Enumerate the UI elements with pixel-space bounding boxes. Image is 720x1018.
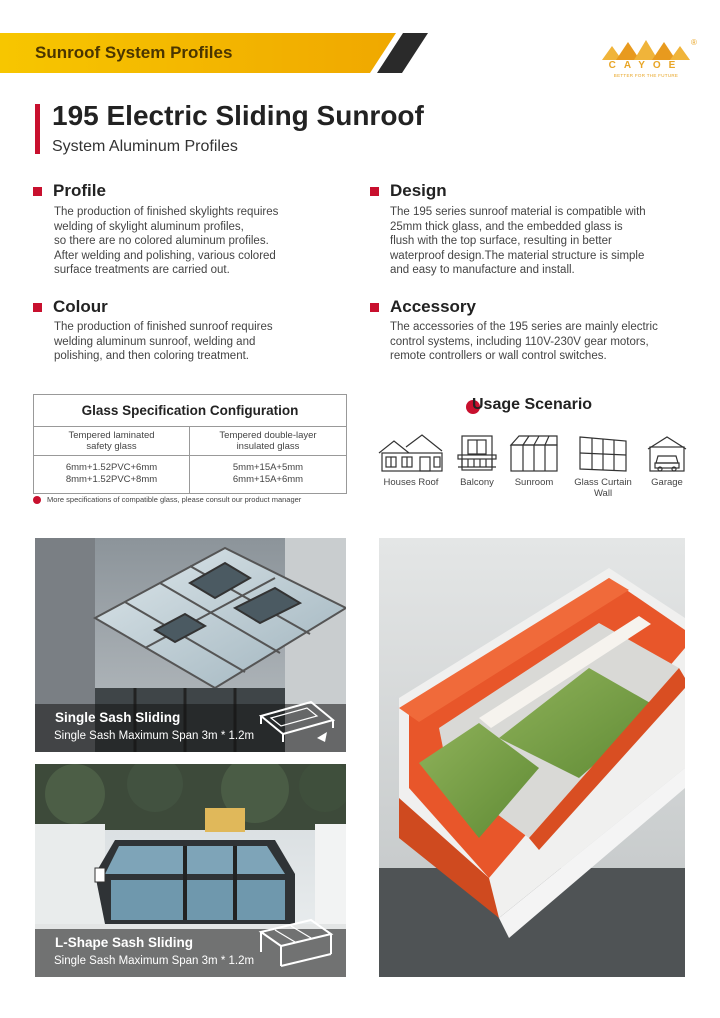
title-accent-bar	[35, 104, 40, 154]
section-profile-title: Profile	[53, 181, 106, 200]
usage-item-houses-roof	[376, 433, 446, 488]
bullet-square-icon	[370, 303, 379, 312]
glass-spec-col-values: 6mm+1.52PVC+6mm 8mm+1.52PVC+8mm	[65, 462, 158, 485]
bullet-square-icon	[33, 187, 42, 196]
brand-logo	[598, 40, 698, 80]
bullet-square-icon	[33, 303, 42, 312]
usage-label: Sunroom	[514, 477, 554, 488]
photo-frame-closeup-image	[379, 538, 685, 977]
header-banner	[0, 33, 400, 73]
sunroom-icon	[499, 433, 569, 473]
section-profile-heading	[33, 181, 106, 201]
logo-text: CAYOE	[608, 60, 684, 71]
usage-label: Glass Curtain Wall	[574, 477, 632, 499]
logo-crown-icon	[598, 40, 694, 62]
usage-label: Houses Roof	[383, 477, 439, 488]
glass-spec-col-insulated	[190, 427, 346, 493]
section-colour-title: Colour	[53, 297, 108, 316]
usage-item-garage	[632, 433, 702, 488]
section-design-body: The 195 series sunroof material is compatible with 25mm thick glass, and the embedded glass is flush with the top surface, resulting in better waterproof design.The material structure is simple and easy to manufacture and install.	[390, 206, 646, 277]
photo-lshape-subtitle: Single Sash Maximum Span 3m * 1.2m	[54, 955, 255, 967]
usage-label: Garage	[651, 477, 683, 488]
usage-title: Usage Scenario	[472, 396, 593, 413]
glass-spec-col-header: Tempered double-layer insulated glass	[190, 427, 346, 456]
photo-frame-closeup	[379, 538, 685, 977]
glass-spec-col-laminated	[34, 427, 190, 493]
page-subtitle: System Aluminum Profiles	[52, 138, 238, 155]
photo-lshape-sash	[35, 764, 346, 977]
bullet-dot-icon	[33, 496, 41, 504]
curtain-wall-icon	[568, 433, 638, 473]
section-profile-body: The production of finished skylights requires welding of skylight aluminum profiles, so there are no colored aluminum profiles. After welding and polishing, various colored surface treatments are carried out.	[54, 206, 279, 277]
section-colour-body: The production of finished sunroof requires welding aluminum sunroof, welding and polishing, and then coloring treatment.	[54, 321, 273, 363]
logo-tagline: BETTER FOR THE FUTURE	[613, 73, 679, 78]
house-roof-icon	[376, 433, 446, 473]
section-accessory-body: The accessories of the 195 series are mainly electric control systems, including 110V-230V gear motors, remote controllers or wall control switches.	[390, 321, 658, 363]
section-design-title: Design	[390, 181, 447, 200]
glass-spec-note-text: More specifications of compatible glass, please consult our product manager	[47, 495, 302, 504]
glass-spec-col-values: 5mm+15A+5mm 6mm+15A+6mm	[232, 462, 304, 485]
bullet-square-icon	[370, 187, 379, 196]
photo-single-sash	[35, 538, 346, 752]
section-accessory-title: Accessory	[390, 297, 477, 316]
lshape-sash-diagram-icon	[255, 918, 335, 968]
glass-spec-note	[33, 495, 301, 504]
glass-spec-col-header: Tempered laminated safety glass	[34, 427, 189, 456]
usage-item-sunroom	[499, 433, 569, 488]
glass-spec-title: Glass Specification Configuration	[34, 395, 346, 427]
photo-lshape-title: L-Shape Sash Sliding	[55, 935, 194, 950]
garage-icon	[632, 433, 702, 473]
section-colour-heading	[33, 297, 108, 317]
section-accessory-heading	[370, 297, 476, 317]
page-title: 195 Electric Sliding Sunroof	[52, 100, 424, 131]
usage-label: Balcony	[460, 477, 494, 488]
logo-registered: ®	[691, 38, 697, 47]
single-sash-diagram-icon	[257, 698, 337, 746]
photo-single-title: Single Sash Sliding	[55, 710, 181, 725]
section-design-heading	[370, 181, 447, 201]
photo-single-subtitle: Single Sash Maximum Span 3m * 1.2m	[54, 730, 255, 742]
banner-label: Sunroof System Profiles	[35, 43, 233, 62]
glass-spec-table	[33, 394, 347, 494]
usage-item-curtain-wall	[568, 433, 638, 499]
